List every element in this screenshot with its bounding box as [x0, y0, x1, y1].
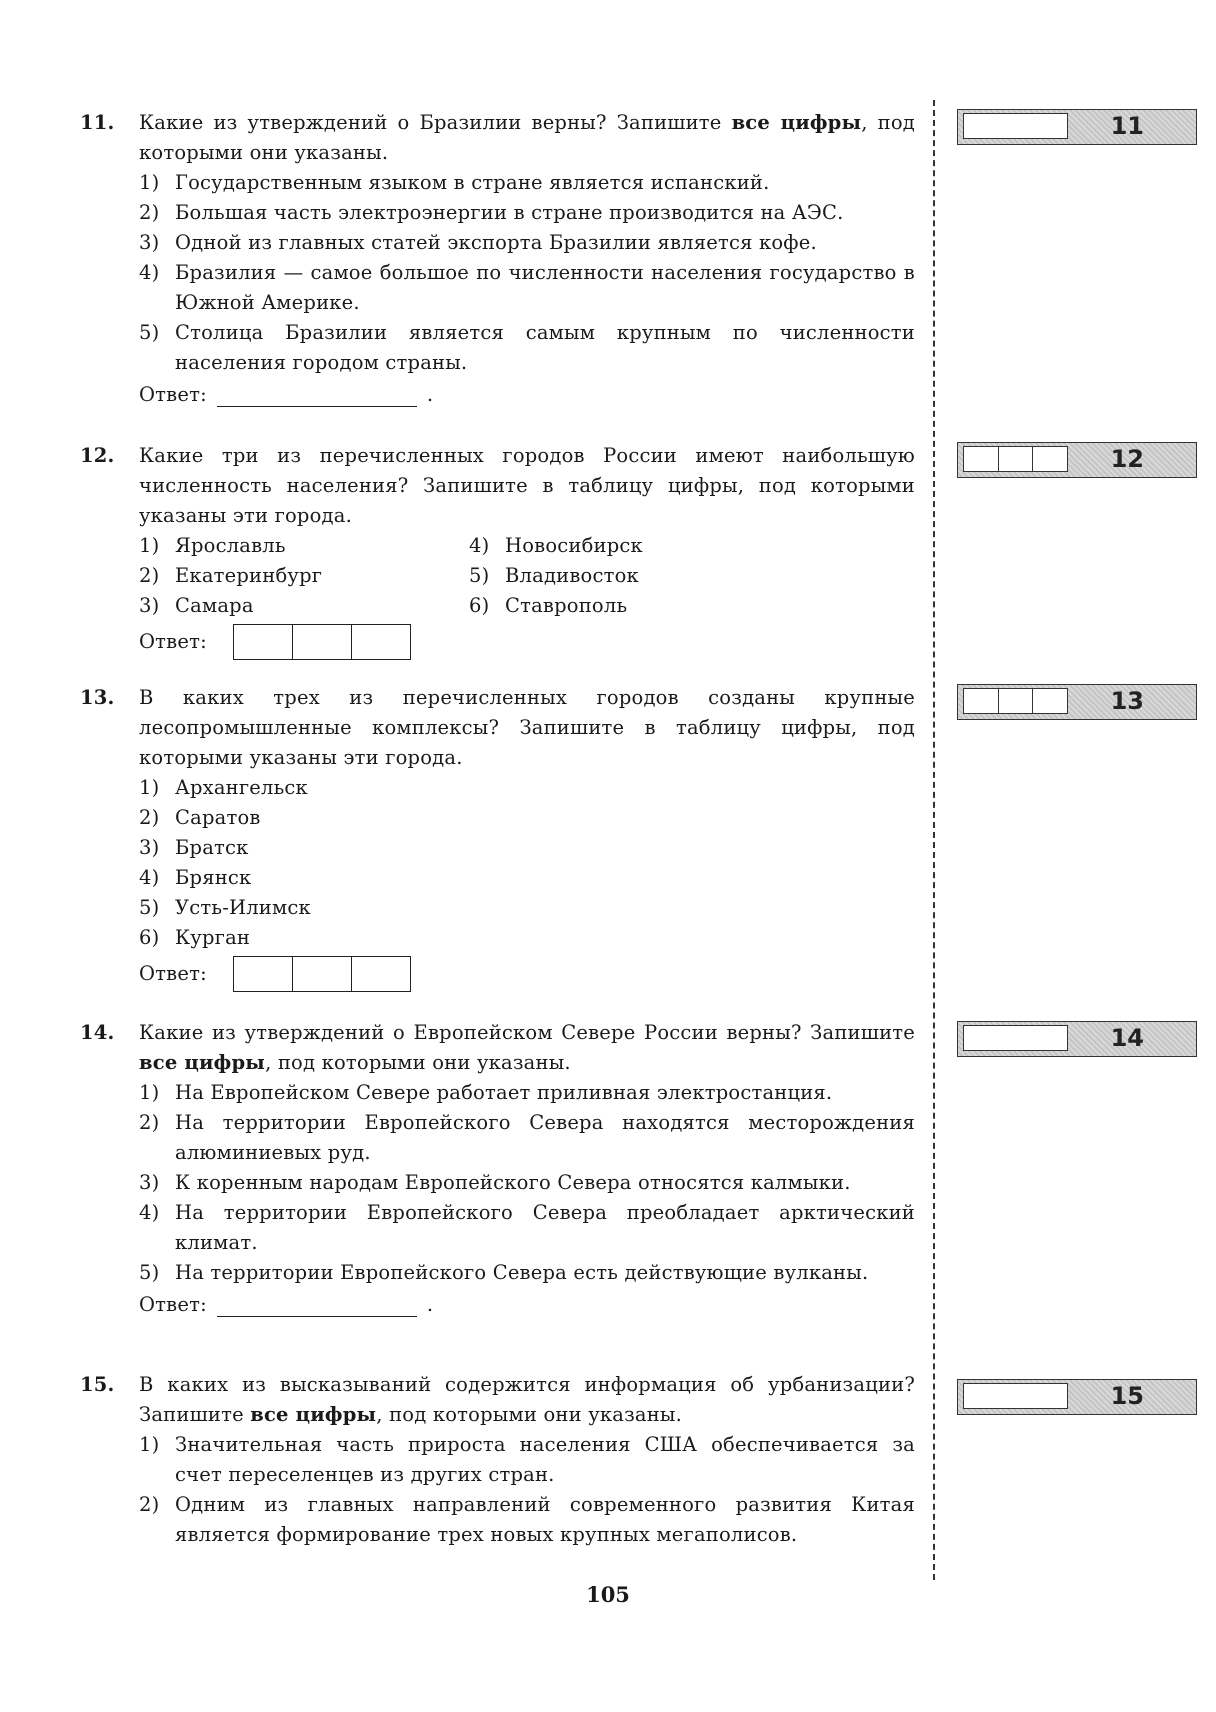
- side-answer-box-13: [957, 684, 1197, 720]
- answer-label: Ответ:: [139, 630, 207, 653]
- side-answer-cells[interactable]: [963, 446, 1068, 472]
- option-item: 5) Владивосток: [469, 564, 639, 587]
- option-item: 4) Новосибирск: [469, 534, 643, 557]
- question-14: [80, 1018, 915, 1322]
- option-item: 3) К коренным народам Европейского Севера относятся калмыки.: [139, 1171, 851, 1194]
- question-text: Какие из утверждений о Европейском Севере России верны? Запишите все цифры, под которыми они указаны.: [139, 1021, 915, 1074]
- option-item: 2) Екатеринбург: [139, 564, 323, 587]
- option-item: 3) Одной из главных статей экспорта Бразилии является кофе.: [139, 231, 817, 254]
- question-12: [80, 441, 915, 659]
- question-number: 15.: [80, 1373, 115, 1396]
- side-answer-box-15: [957, 1379, 1197, 1415]
- side-answer-box-14: [957, 1021, 1197, 1057]
- side-answer-box-12: [957, 442, 1197, 478]
- option-item: 4) Брянск: [139, 866, 252, 889]
- answer-row: Ответ: .: [139, 378, 915, 412]
- option-item: 1) Значительная часть прироста населения США обеспечивается за счет переселенцев из других стран.: [139, 1433, 915, 1486]
- side-box-number: 11: [1110, 112, 1144, 140]
- side-box-number: 15: [1110, 1382, 1144, 1410]
- side-box-number: 14: [1110, 1024, 1144, 1052]
- answer-row: Ответ: .: [139, 1288, 915, 1322]
- option-item: 4) Бразилия — самое большое по численности населения государство в Южной Америке.: [139, 261, 915, 314]
- question-number: 14.: [80, 1021, 115, 1044]
- option-item: 2) Одним из главных направлений современного развития Китая является формирование трех новых крупных мегаполисов.: [139, 1493, 915, 1546]
- option-item: 1) На Европейском Севере работает приливная электростанция.: [139, 1081, 833, 1104]
- question-number: 12.: [80, 444, 115, 467]
- question-11: [80, 108, 915, 412]
- cut-line: [933, 100, 935, 1580]
- answer-label: Ответ:: [139, 383, 207, 406]
- option-item: 6) Курган: [139, 926, 251, 949]
- question-13: [80, 683, 915, 991]
- answer-field[interactable]: [217, 1294, 417, 1317]
- option-item: 1) Государственным языком в стране является испанский.: [139, 171, 770, 194]
- options-list: [139, 1430, 915, 1550]
- option-item: 5) Столица Бразилии является самым крупным по численности населения городом страны.: [139, 321, 915, 374]
- option-item: 2) Большая часть электроэнергии в стране производится на АЭС.: [139, 201, 844, 224]
- option-item: 4) На территории Европейского Севера преобладает арктический климат.: [139, 1201, 915, 1254]
- option-item: 2) Саратов: [139, 806, 261, 829]
- option-item: 2) На территории Европейского Севера находятся месторождения алюминиевых руд.: [139, 1111, 915, 1164]
- answer-table[interactable]: [233, 956, 411, 992]
- answer-table[interactable]: [233, 624, 411, 660]
- side-answer-field[interactable]: [963, 1383, 1068, 1409]
- question-text: Какие из утверждений о Бразилии верны? Запишите все цифры, под которыми они указаны.: [139, 111, 916, 164]
- side-answer-field[interactable]: [963, 113, 1068, 139]
- answer-field[interactable]: [217, 384, 417, 407]
- page-number: 105: [586, 1582, 630, 1607]
- options-list: [139, 168, 915, 378]
- question-text: Какие три из перечисленных городов России имеют наибольшую численность населения? Запишите в таблицу цифры, под которыми указаны эти города.: [139, 444, 915, 527]
- option-item: 5) Усть-Илимск: [139, 896, 311, 919]
- option-item: 3) Самара: [139, 594, 254, 617]
- side-box-number: 12: [1110, 445, 1144, 473]
- options-list: [139, 1078, 915, 1288]
- side-answer-box-11: [957, 109, 1197, 145]
- option-item: 6) Ставрополь: [469, 594, 628, 617]
- question-number: 11.: [80, 111, 115, 134]
- question-text: В каких из высказываний содержится информация об урбанизации? Запишите все цифры, под которыми они указаны.: [139, 1373, 915, 1426]
- side-answer-field[interactable]: [963, 1025, 1068, 1051]
- answer-label: Ответ:: [139, 962, 207, 985]
- option-item: 1) Ярославль: [139, 534, 286, 557]
- question-number: 13.: [80, 686, 115, 709]
- option-item: 1) Архангельск: [139, 776, 308, 799]
- question-text: В каких трех из перечисленных городов созданы крупные лесопромышленные комплексы? Запишите в таблицу цифры, под которыми указаны эти города.: [139, 686, 915, 769]
- options-list: [139, 773, 915, 953]
- question-15: [80, 1370, 915, 1550]
- side-box-number: 13: [1110, 687, 1144, 715]
- side-answer-cells[interactable]: [963, 688, 1068, 714]
- answer-row: [139, 957, 915, 991]
- answer-label: Ответ:: [139, 1293, 207, 1316]
- answer-row: [139, 625, 915, 659]
- options-list: [139, 531, 915, 621]
- option-item: 5) На территории Европейского Севера есть действующие вулканы.: [139, 1261, 869, 1284]
- option-item: 3) Братск: [139, 836, 249, 859]
